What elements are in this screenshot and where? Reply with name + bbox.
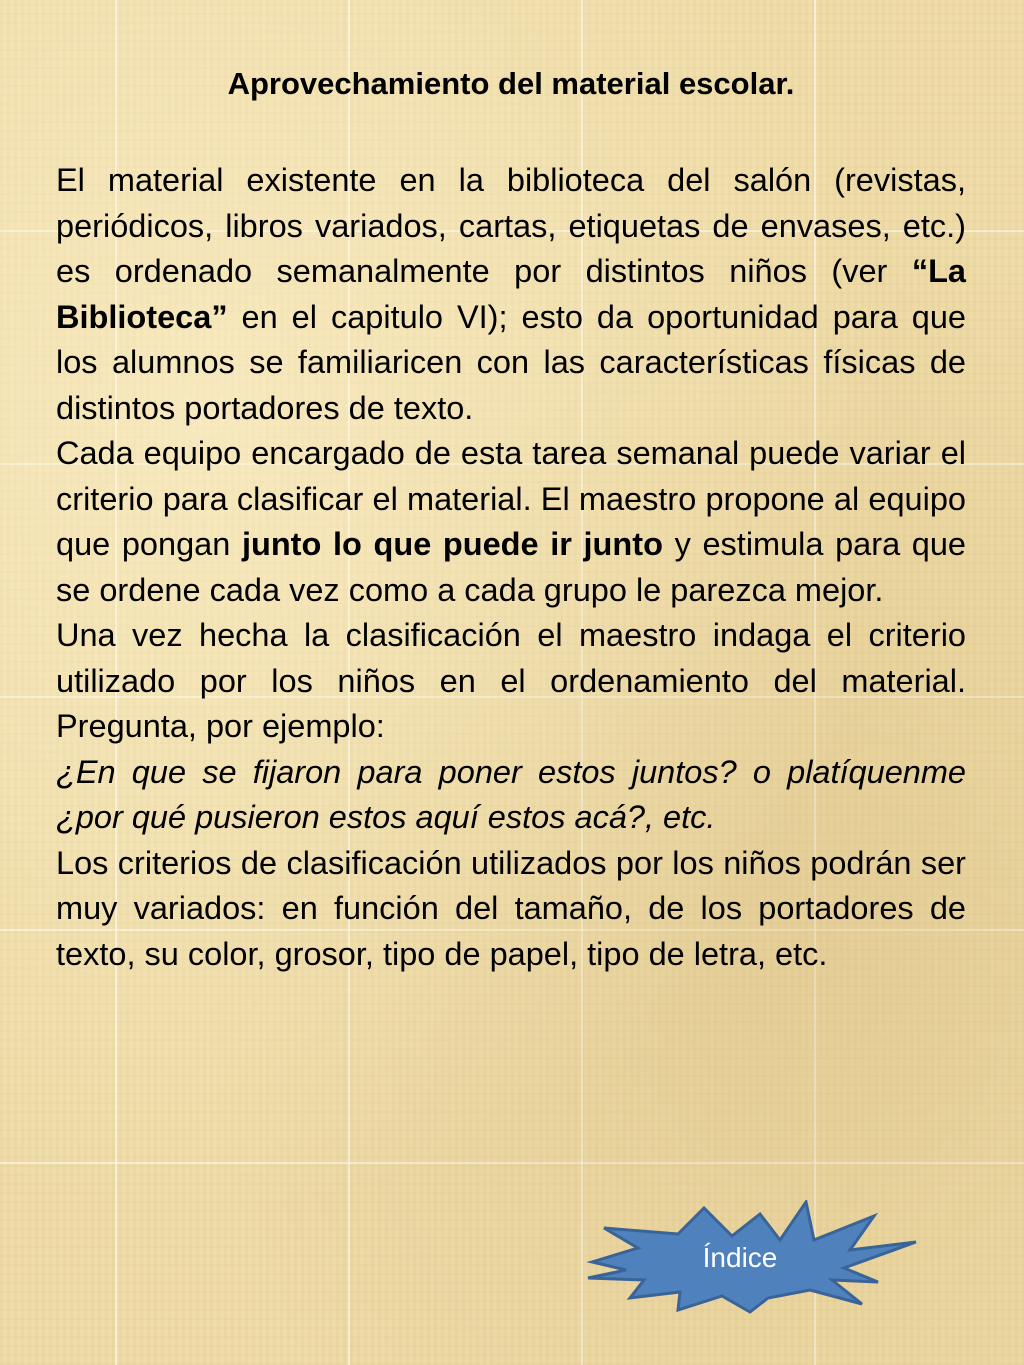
- quote-close: ”: [211, 298, 228, 335]
- paragraph-text: Cada equipo encargado de esta tarea semanal puede variar el criterio para clasificar el material. El maestro propone al equipo que pongan: [56, 435, 966, 562]
- paragraph-clasificacion: Una vez hecha la clasificación el maestro indaga el criterio utilizado por los niños en el ordenamiento del material. Pregunta, por ejemplo:: [56, 617, 966, 744]
- paragraph-text: en el capitulo VI); esto da oportunidad para que los alumnos se familiaricen con las características físicas de distintos portadores de texto.: [56, 298, 966, 426]
- biblioteca-reference: La Biblioteca: [56, 253, 966, 335]
- page-title: Aprovechamiento del material escolar.: [227, 66, 795, 101]
- paragraph-biblioteca: [56, 158, 966, 431]
- quote-open: “: [911, 253, 929, 289]
- paragraph-equipo: [56, 431, 966, 613]
- body-text: [56, 158, 966, 977]
- paragraph-criterios: Los criterios de clasificación utilizados por los niños podrán ser muy variados: en función del tamaño, de los portadores de texto, su color, grosor, tipo de papel, tipo de letra, etc.: [56, 844, 966, 972]
- paragraph-text: El material existente en la biblioteca del salón (revistas, periódicos, libros variados, cartas, etiquetas de envases, etc.) es ordenado semanalmente por distintos niños (ver: [56, 162, 966, 289]
- paragraph-text: y estimula para que se ordene cada vez como a cada grupo le parezca mejor.: [56, 526, 967, 608]
- index-label: Índice: [702, 1242, 778, 1273]
- paragraph-pregunta: ¿En que se fijaron para poner estos juntos? o platíquenme ¿por qué pusieron estos aquí estos acá?, etc.: [56, 753, 966, 835]
- index-button[interactable]: [582, 1200, 922, 1315]
- junto-emphasis: junto lo que puede ir junto: [241, 526, 663, 562]
